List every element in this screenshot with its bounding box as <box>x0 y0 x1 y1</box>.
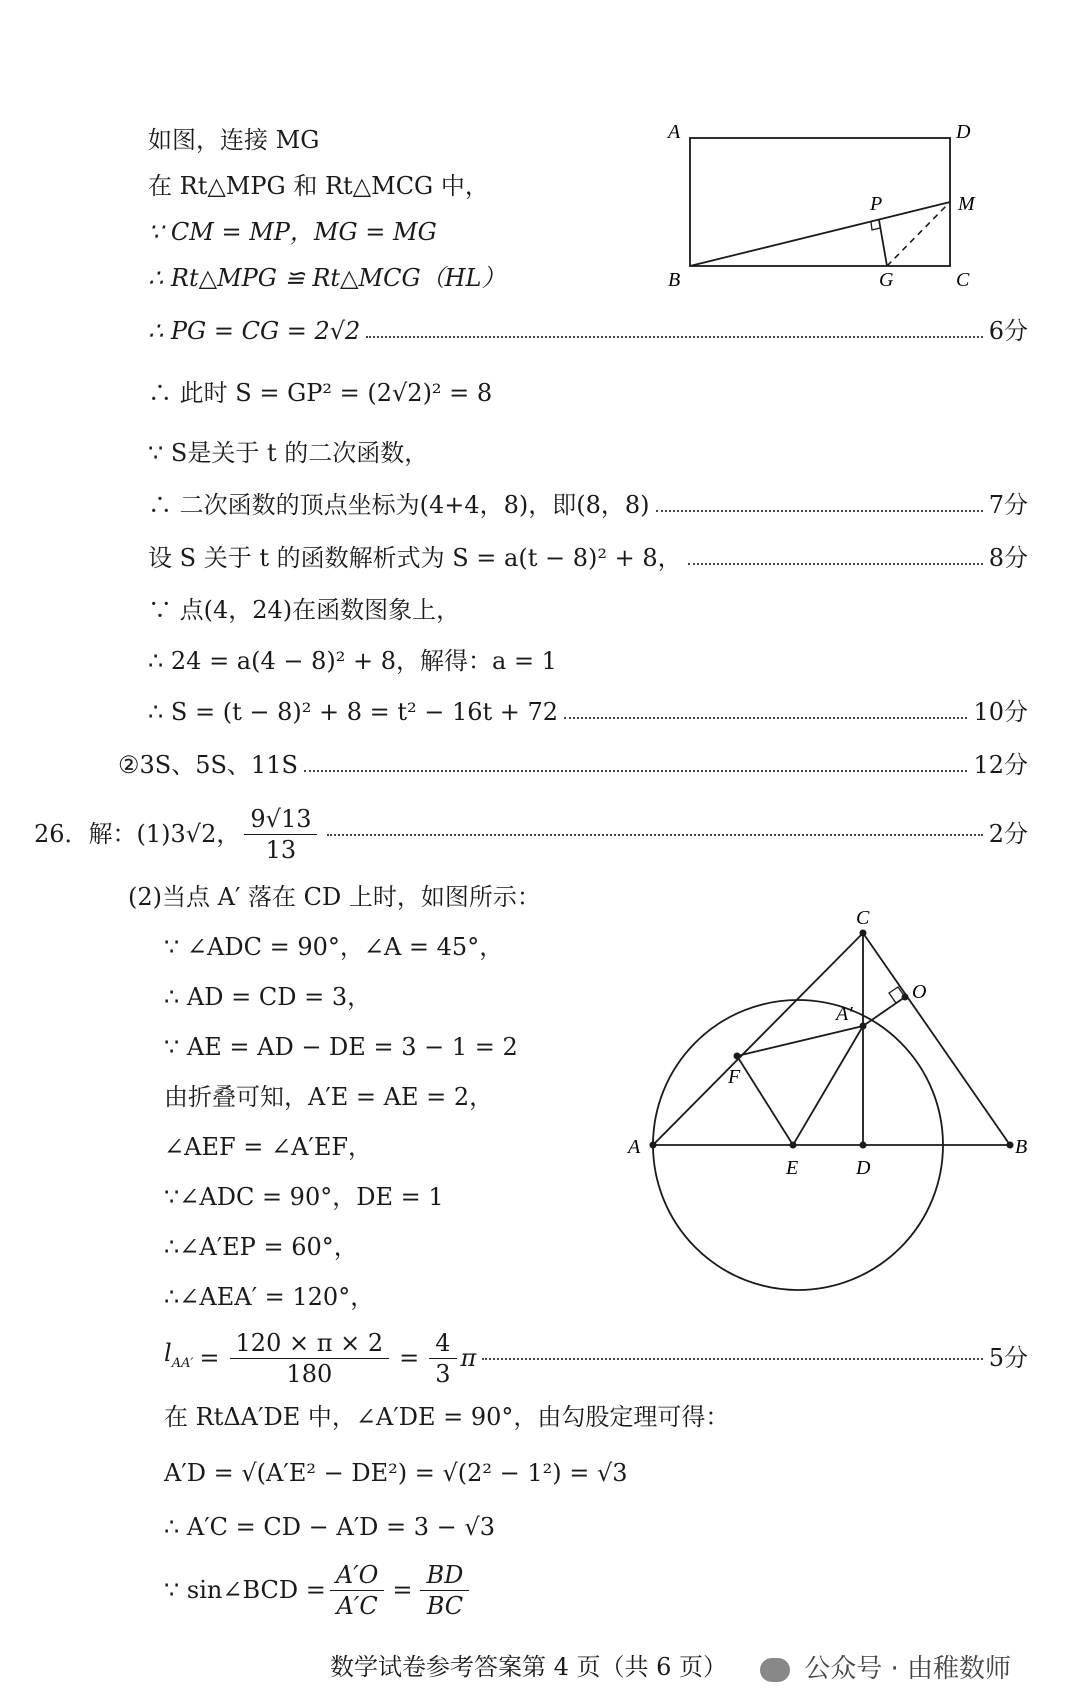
step-s-value: ∴ 此时 S = GP² = (2√2)² = 8 <box>148 379 493 407</box>
step-formula-row <box>148 543 1028 573</box>
step-formula: 设 S 关于 t 的函数解析式为 S = a(t − 8)² + 8， <box>148 544 682 572</box>
score-10: 10分 <box>973 698 1028 726</box>
step-congruent: ∴ Rt△MPG ≌ Rt△MCG（HL） <box>148 264 506 292</box>
point-a-prime <box>860 1023 867 1030</box>
arc-fraction <box>230 1328 390 1389</box>
leader-dots <box>564 716 967 719</box>
step-solve-a: ∴ 24 = a(4 − 8)² + 8，解得：a = 1 <box>148 647 557 675</box>
step-cm-mp: ∵ CM = MP，MG = MG <box>148 218 437 246</box>
step-s-quadratic: ∵ S是关于 t 的二次函数， <box>148 439 429 467</box>
arc-eq2: = <box>399 1344 420 1372</box>
step-vertex-row <box>148 490 1028 520</box>
q26-prefix: 26．解：(1)3√2， <box>34 820 241 848</box>
q26-angle-aep: ∴∠A′EP = 60°， <box>164 1233 358 1261</box>
q26-angle-aef: ∠AEF = ∠A′EF， <box>164 1133 373 1161</box>
watermark <box>760 1648 1011 1685</box>
arc-result-fraction <box>429 1328 456 1389</box>
leader-dots <box>327 833 982 836</box>
q26-ad-length: A′D = √(A′E² − DE²) = √(2² − 1²) = √3 <box>164 1459 628 1487</box>
point-d <box>860 1142 867 1149</box>
step-s-expression: ∴ S = (t − 8)² + 8 = t² − 16t + 72 <box>148 698 559 726</box>
q26-pythagoras: 在 RtΔA′DE 中，∠A′DE = 90°，由勾股定理可得： <box>164 1403 730 1431</box>
score-5: 5分 <box>988 1344 1028 1372</box>
arc-pi: π <box>460 1344 477 1372</box>
q26-angle-aea: ∴∠AEA′ = 120°， <box>164 1283 375 1311</box>
sine-prefix: ∵ sin∠BCD = <box>164 1576 326 1604</box>
rectangle-figure <box>660 118 990 293</box>
label-a: A <box>668 121 681 143</box>
leader-dots <box>688 562 983 565</box>
answer-part2: ②3S、5S、11S <box>118 751 298 779</box>
step-point-on-graph: ∵ 点(4，24)在函数图象上， <box>148 596 461 624</box>
point-o <box>902 994 909 1001</box>
score-12: 12分 <box>973 751 1028 779</box>
segment-pg <box>879 220 887 266</box>
triangle-circle-figure <box>610 898 1030 1298</box>
sine-den2: BC <box>426 1591 464 1620</box>
arc-eq: = <box>199 1344 220 1372</box>
leader-dots <box>304 769 968 772</box>
segment-bm <box>690 202 950 266</box>
point-b <box>1007 1142 1014 1149</box>
label-c: C <box>956 269 970 291</box>
q26-sine-row <box>164 1558 473 1622</box>
step-s-expression-row <box>148 697 1028 727</box>
q26-angle-adc: ∵ ∠ADC = 90°，∠A = 45°， <box>164 933 504 961</box>
point-c <box>860 930 867 937</box>
leader-dots <box>656 509 983 512</box>
segment-ea-prime <box>793 1026 863 1145</box>
step-pg-cg: ∴ PG = CG = 2√2 <box>148 317 361 345</box>
q26-ae: ∵ AE = AD − DE = 3 − 1 = 2 <box>164 1033 518 1061</box>
point-f <box>734 1053 741 1060</box>
label-b: B <box>1015 1136 1028 1158</box>
q26-part2-intro: (2)当点 A′ 落在 CD 上时，如图所示： <box>128 883 541 911</box>
step-in-triangles: 在 Rt△MPG 和 Rt△MCG 中， <box>148 172 489 200</box>
step-connect-mg: 如图，连接 MG <box>148 126 320 154</box>
label-f: F <box>728 1066 741 1088</box>
sine-eq: = <box>392 1576 413 1604</box>
point-a <box>650 1142 657 1149</box>
segment-mg-dashed <box>887 202 950 266</box>
q26-fraction <box>244 804 317 865</box>
step-vertex: ∴ 二次函数的顶点坐标为(4+4，8)，即(8，8) <box>148 491 650 519</box>
label-b: B <box>668 269 681 291</box>
q26-de: ∵∠ADC = 90°，DE = 1 <box>164 1183 444 1211</box>
sine-den1: A′C <box>336 1591 378 1620</box>
page-footer: 数学试卷参考答案第 4 页（共 6 页） <box>330 1653 728 1681</box>
arc-den: 180 <box>286 1359 333 1388</box>
wechat-icon <box>760 1658 790 1682</box>
segment-fe <box>737 1056 793 1145</box>
leader-dots <box>366 335 982 338</box>
arc-num: 120 × π × 2 <box>230 1328 390 1359</box>
label-m: M <box>958 193 975 215</box>
triangle-abc <box>653 933 1010 1145</box>
label-d: D <box>956 121 971 143</box>
q26-ad-cd: ∴ AD = CD = 3， <box>164 983 372 1011</box>
label-c: C <box>856 907 870 929</box>
q26-answer-row <box>34 802 1028 866</box>
score-6: 6分 <box>988 317 1028 345</box>
arc-length-symbol: $l_{AA'}$ <box>164 1338 194 1371</box>
q26-arc-length-row <box>164 1326 1028 1390</box>
arc-res-num: 4 <box>429 1328 456 1359</box>
q26-frac-num: 9√13 <box>244 804 317 835</box>
score-2: 2分 <box>988 820 1028 848</box>
label-g: G <box>879 269 894 291</box>
label-d: D <box>856 1157 871 1179</box>
arc-res-den: 3 <box>435 1359 451 1388</box>
sine-num1: A′O <box>330 1560 384 1591</box>
score-7: 7分 <box>988 491 1028 519</box>
sine-frac1 <box>330 1560 384 1621</box>
q26-fold: 由折叠可知，A′E = AE = 2， <box>164 1083 494 1111</box>
q26-ac-length: ∴ A′C = CD − A′D = 3 − √3 <box>164 1513 495 1541</box>
point-e <box>790 1142 797 1149</box>
score-8: 8分 <box>988 544 1028 572</box>
label-a: A <box>628 1136 641 1158</box>
q26-frac-den: 13 <box>265 835 297 864</box>
label-a-prime: A′ <box>836 1003 853 1025</box>
rectangle-abcd <box>690 138 950 266</box>
answer-part2-row <box>118 750 1028 780</box>
sine-num2: BD <box>420 1560 469 1591</box>
step-pg-cg-row <box>148 316 1028 346</box>
label-o: O <box>912 981 927 1003</box>
sine-frac2 <box>420 1560 469 1621</box>
watermark-text: 公众号 · 由稚数师 <box>804 1654 1012 1684</box>
label-e: E <box>786 1157 799 1179</box>
label-p: P <box>870 193 883 215</box>
leader-dots <box>482 1357 982 1360</box>
